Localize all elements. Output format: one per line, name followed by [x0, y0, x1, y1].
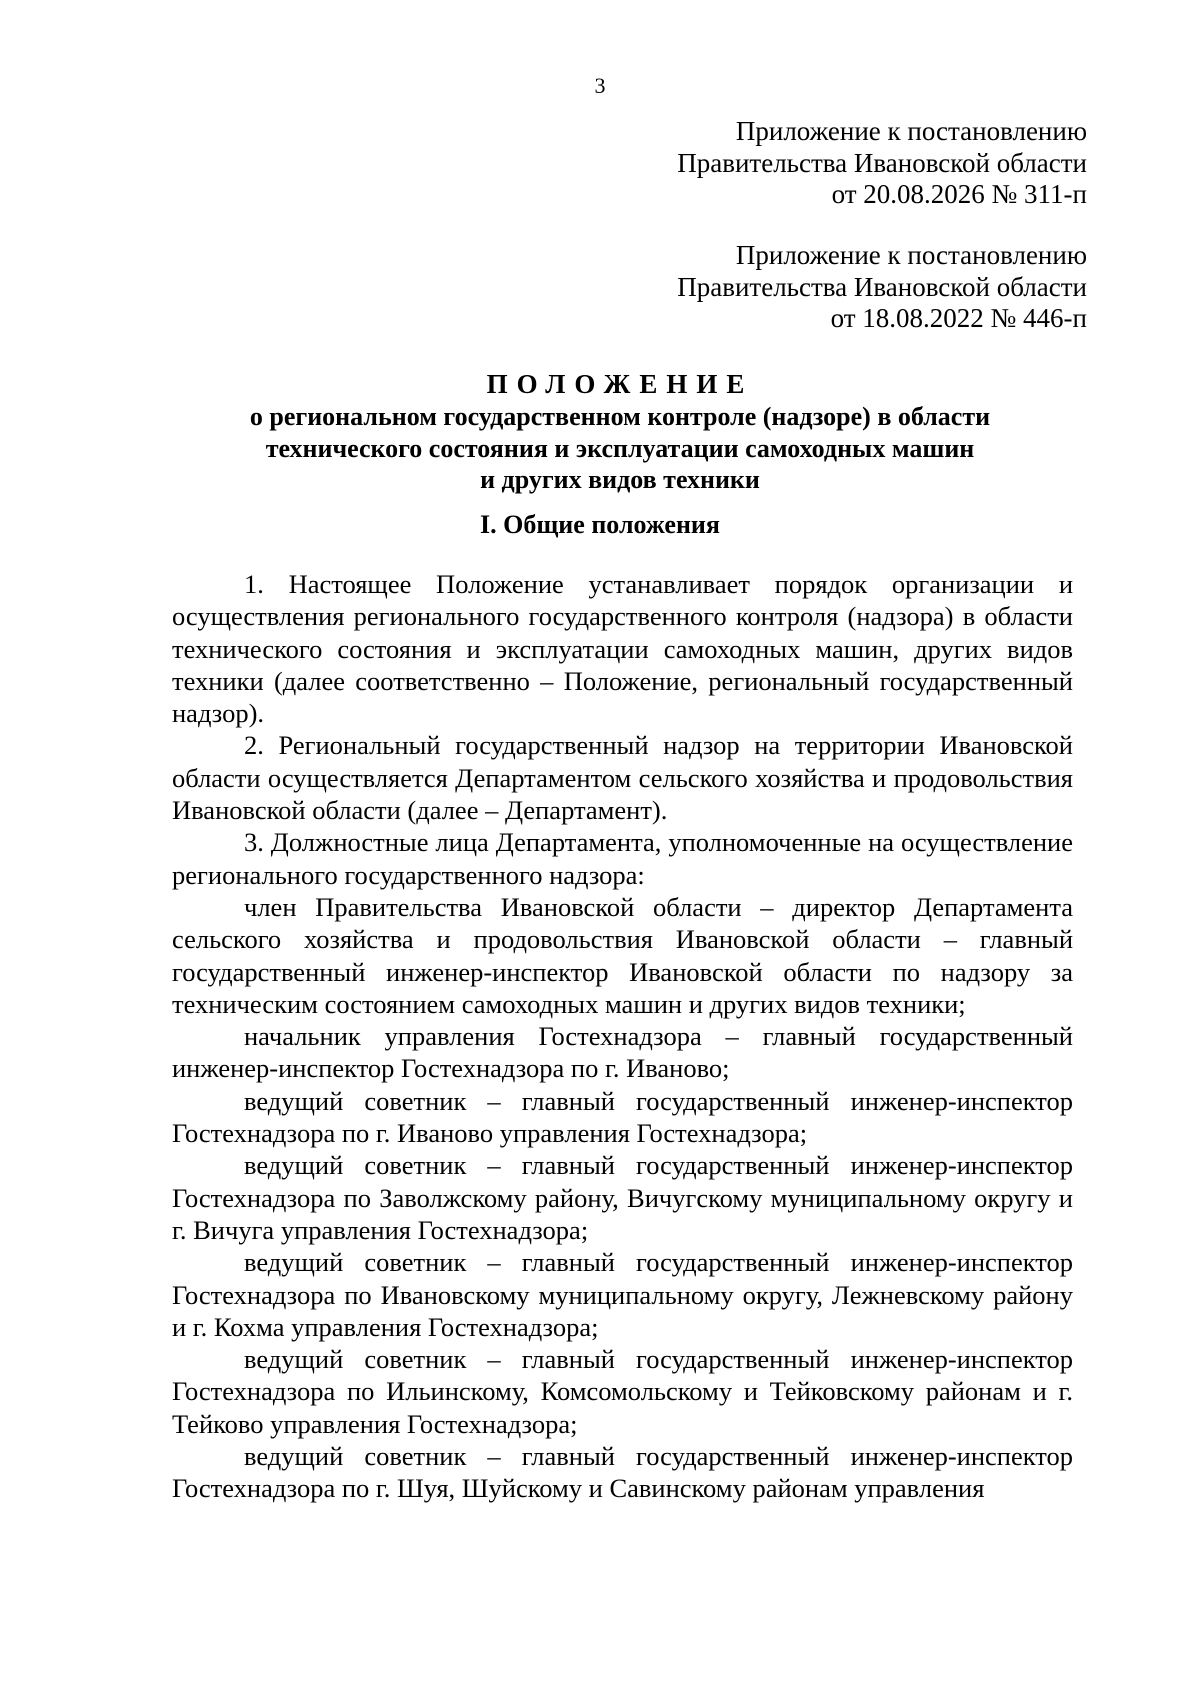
appendix-date-number: от 20.08.2026 № 311-п: [831, 179, 1087, 209]
appendix-line: Приложение к постановлению: [735, 116, 1087, 146]
page-number: 3: [594, 73, 606, 98]
paragraph: ведущий советник – главный государственный инженер-инспектор Гостехнадзора по Ивановскому муниципальному округу, Лежневскому району и г. Кохма управления Гостехнадзора;: [172, 1247, 1073, 1342]
document-subtitle: [170, 401, 1070, 496]
subtitle-line: технического состояния и эксплуатации самоходных машин: [265, 433, 975, 463]
document-title-block: [170, 368, 1070, 496]
appendix-current-reference: [487, 116, 1087, 211]
subtitle-line: и других видов техники: [480, 465, 760, 494]
paragraph: 1. Настоящее Положение устанавливает порядок организации и осуществления регионального государственного контроля (надзора) в области технического состояния и эксплуатации самоходных машин, других видов техники (далее соответственно – Положение, региональный государственный надзор).: [172, 569, 1073, 729]
document-title: ПОЛОЖЕНИЕ: [486, 369, 754, 399]
document-body: [172, 568, 1073, 1505]
paragraph: ведущий советник – главный государственный инженер-инспектор Гостехнадзора по Ильинскому, Комсомольскому и Тейковскому районам и г. Тейково управления Гостехнадзора;: [172, 1344, 1073, 1439]
appendix-line: Правительства Ивановской области: [677, 271, 1087, 302]
paragraph: начальник управления Гостехнадзора – главный государственный инженер-инспектор Гостехнадзора по г. Иваново;: [172, 1021, 1073, 1084]
appendix-line: Правительства Ивановской области: [677, 147, 1087, 178]
subtitle-line: о региональном государственном контроле (надзоре) в области: [249, 402, 991, 431]
appendix-date-number: от 18.08.2022 № 446-п: [830, 303, 1087, 333]
paragraph: 2. Региональный государственный надзор на территории Ивановской области осуществляется Департаментом сельского хозяйства и продовольствия Ивановской области (далее – Департамент).: [172, 730, 1073, 826]
appendix-previous-reference: [487, 240, 1087, 335]
paragraph: ведущий советник – главный государственный инженер-инспектор Гостехнадзора по Заволжскому району, Вичугскому муниципальному округу и г. Вичуга управления Гостехнадзора;: [172, 1150, 1073, 1245]
section-heading: I. Общие положения: [480, 510, 720, 539]
appendix-line: Приложение к постановлению: [735, 240, 1087, 270]
paragraph: ведущий советник – главный государственный инженер-инспектор Гостехнадзора по г. Иваново управления Гостехнадзора;: [172, 1085, 1073, 1149]
paragraph: ведущий советник – главный государственный инженер-инспектор Гостехнадзора по г. Шуя, Шуйскому и Савинскому районам управления: [172, 1441, 1073, 1504]
paragraph: член Правительства Ивановской области – директор Департамента сельского хозяйства и продовольствия Ивановской области – главный государственный инженер-инспектор Ивановской области по надзору за техническим состоянием самоходных машин и других видов техники;: [172, 891, 1073, 1019]
paragraph: 3. Должностные лица Департамента, уполномоченные на осуществление регионального государственного надзора:: [172, 827, 1073, 890]
